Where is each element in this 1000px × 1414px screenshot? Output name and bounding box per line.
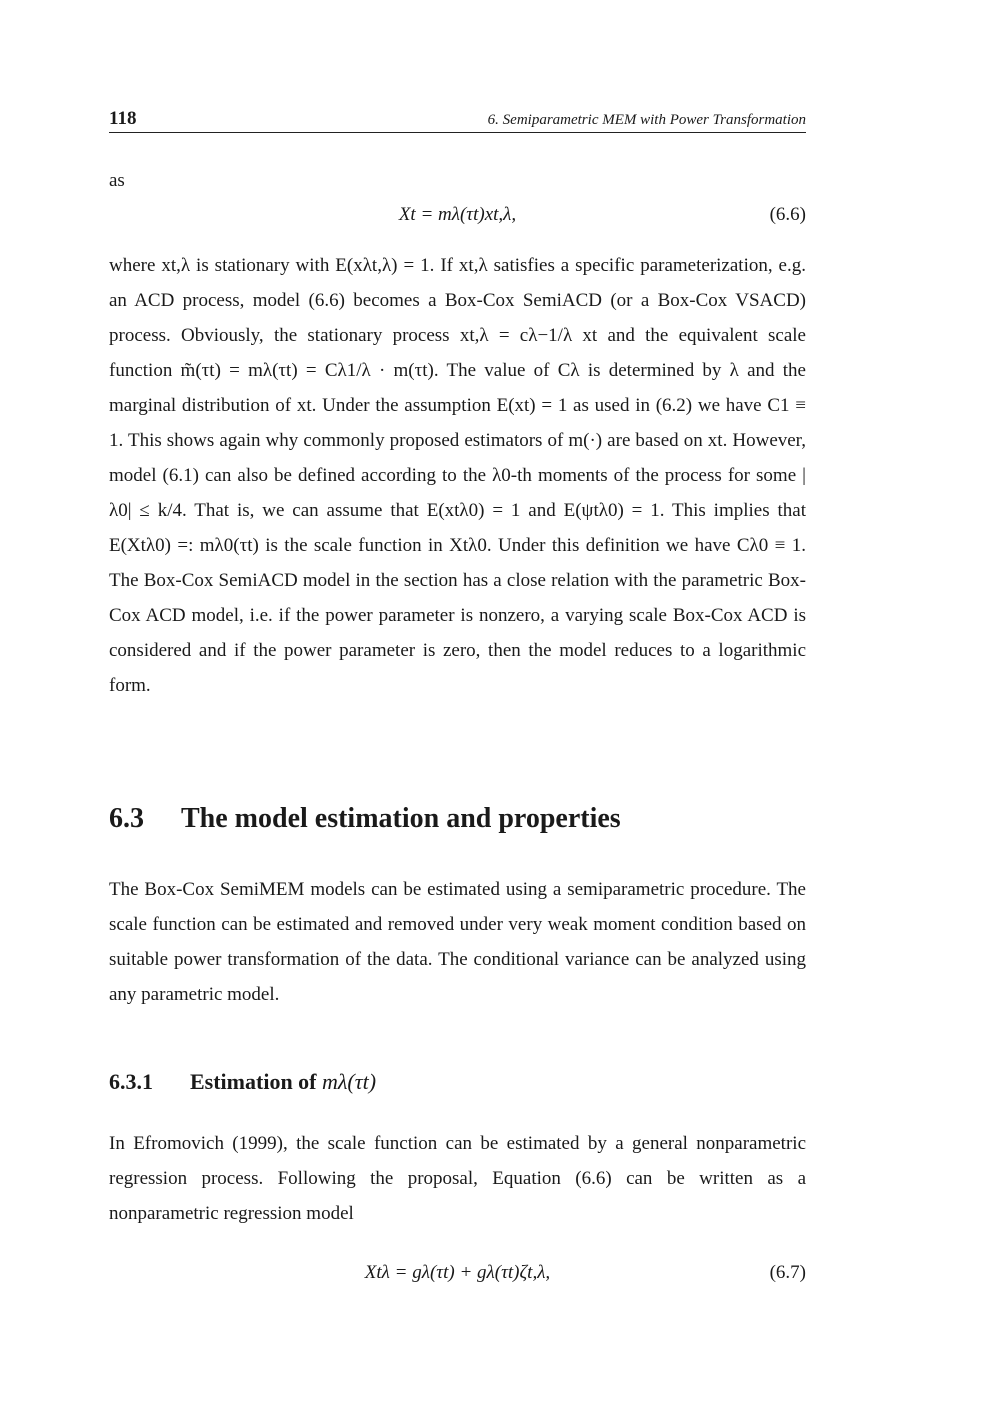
page-number: 118	[109, 108, 137, 129]
section-paragraph: The Box-Cox SemiMEM models can be estimated using a semiparametric procedure. The scale function can be estimated and removed under very weak moment condition based on suitable power transformation of the data. The conditional variance can be analyzed using any parametric model.	[109, 879, 806, 1005]
section-number: 6.3	[109, 803, 144, 834]
subsection-heading	[109, 1069, 376, 1095]
equation-expression: Xtλ = gλ(τt) + gλ(τt)ζt,λ,	[364, 1262, 551, 1283]
running-title: 6. Semiparametric MEM with Power Transformation	[487, 112, 806, 128]
subsection-number: 6.3.1	[109, 1069, 153, 1094]
equation-number: (6.6)	[769, 204, 806, 225]
page-header	[109, 108, 806, 133]
lead-text: as	[109, 170, 125, 191]
paragraph-box-cox-semiacd: where xt,λ is stationary with E(xλt,λ) = 1. If xt,λ satisfies a specific parameterization, e.g. an ACD process, model (6.6) becomes a Box-Cox SemiACD (or a Box-Cox VSACD) process. Obviously, the stationary process xt,λ = cλ−1/λ xt and the equivalent scale function m̃(τt) = mλ(τt) = Cλ1/λ · m(τt). The value of Cλ is determined by λ and the marginal distribution of xt. Under the assumption E(xt) = 1 as used in (6.2) we have C1 ≡ 1. This shows again why commonly proposed estimators of m(·) are based on xt. However, model (6.1) can also be defined according to the λ0-th moments of the process for some |λ0| ≤ k/4. That is, we can assume that E(xtλ0) = 1 and E(ψtλ0) = 1. This implies that E(Xtλ0) =: mλ0(τt) is the scale function in Xtλ0. Under this definition we have Cλ0 ≡ 1. The Box-Cox SemiACD model in the section has a close relation with the parametric Box-Cox ACD model, i.e. if the power parameter is nonzero, a varying scale Box-Cox ACD is considered and if the power parameter is zero, then the model reduces to a logarithmic form.	[109, 255, 806, 696]
subsection-title: Estimation of	[190, 1069, 317, 1094]
equation-6-7	[109, 1262, 806, 1292]
subsection-title-math: mλ(τt)	[322, 1069, 377, 1094]
section-heading	[109, 803, 621, 835]
subsection-paragraph: In Efromovich (1999), the scale function can be estimated by a general nonparametric regression process. Following the proposal, Equation (6.6) can be written as a nonparametric regression model	[109, 1133, 806, 1224]
equation-number: (6.7)	[769, 1262, 806, 1283]
equation-6-6	[109, 204, 806, 234]
section-title: The model estimation and properties	[181, 803, 621, 834]
equation-expression: Xt = mλ(τt)xt,λ,	[398, 204, 517, 225]
